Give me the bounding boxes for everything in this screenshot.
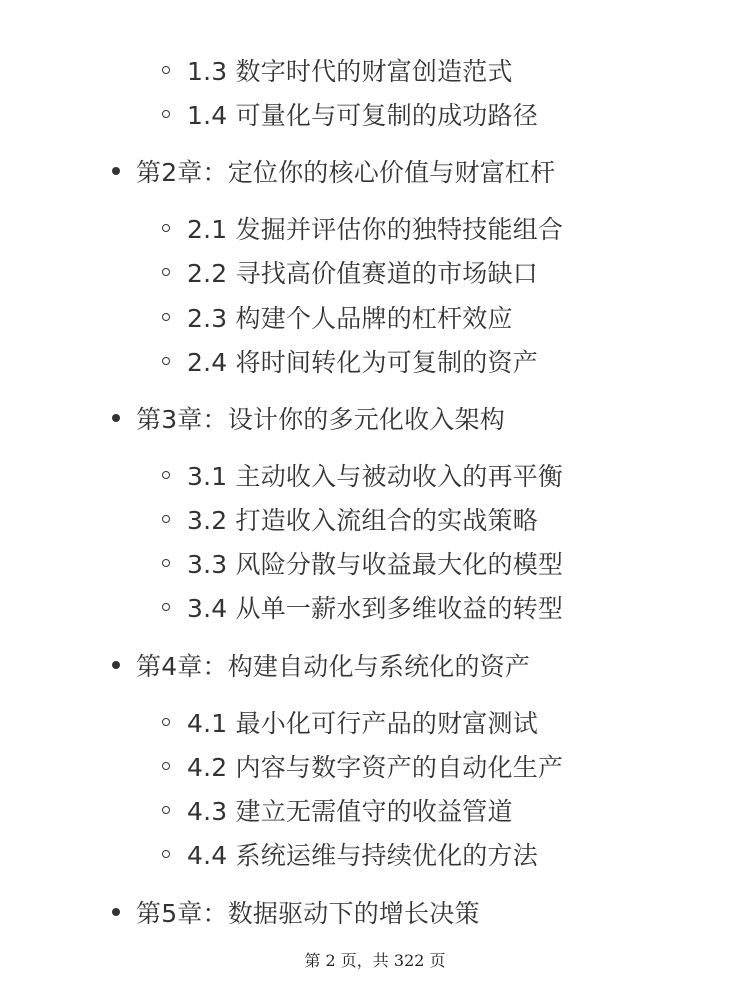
toc-section-title: 4.3 建立无需值守的收益管道 (187, 797, 513, 826)
toc-section-title: 1.4 可量化与可复制的成功路径 (187, 101, 538, 130)
toc-chapter-row (112, 151, 555, 191)
toc-section-row (162, 297, 513, 337)
toc-chapter-row (112, 398, 505, 438)
toc-chapter-row (112, 892, 480, 932)
toc-section-row (162, 94, 538, 134)
toc-section-row (162, 50, 513, 90)
circle-bullet-icon (162, 850, 170, 858)
toc-section-title: 4.2 内容与数字资产的自动化生产 (187, 753, 564, 782)
toc-section-title: 1.3 数字时代的财富创造范式 (187, 57, 513, 86)
circle-bullet-icon (162, 357, 170, 365)
toc-section-row (162, 208, 563, 248)
toc-section-title: 4.1 最小化可行产品的财富测试 (187, 709, 538, 738)
circle-bullet-icon (162, 515, 170, 523)
toc-section-title: 2.3 构建个人品牌的杠杆效应 (187, 304, 513, 333)
circle-bullet-icon (162, 66, 170, 74)
circle-bullet-icon (162, 313, 170, 321)
circle-bullet-icon (162, 762, 170, 770)
disc-bullet-icon (112, 908, 120, 916)
toc-section-title: 4.4 系统运维与持续优化的方法 (187, 841, 538, 870)
toc-section-title: 3.1 主动收入与被动收入的再平衡 (187, 462, 564, 491)
toc-section-title: 3.4 从单一薪水到多维收益的转型 (187, 594, 564, 623)
circle-bullet-icon (162, 559, 170, 567)
toc-section-row (162, 252, 538, 292)
toc-chapter-title: 第5章：数据驱动下的增长决策 (136, 899, 480, 928)
circle-bullet-icon (162, 471, 170, 479)
circle-bullet-icon (162, 806, 170, 814)
toc-section-row (162, 543, 563, 583)
toc-section-row (162, 455, 563, 495)
circle-bullet-icon (162, 268, 170, 276)
toc-chapter-title: 第4章：构建自动化与系统化的资产 (136, 652, 531, 681)
toc-section-row (162, 834, 538, 874)
toc-chapter-row (112, 645, 530, 685)
toc-section-row (162, 341, 538, 381)
circle-bullet-icon (162, 603, 170, 611)
page-number-footer: 第 2 页，共 322 页 (304, 951, 446, 970)
circle-bullet-icon (162, 110, 170, 118)
circle-bullet-icon (162, 718, 170, 726)
toc-chapter-title: 第2章：定位你的核心价值与财富杠杆 (136, 158, 556, 187)
disc-bullet-icon (112, 414, 120, 422)
toc-section-title: 3.3 风险分散与收益最大化的模型 (187, 550, 564, 579)
circle-bullet-icon (162, 224, 170, 232)
toc-section-title: 2.2 寻找高价值赛道的市场缺口 (187, 259, 538, 288)
toc-section-row (162, 587, 563, 627)
toc-section-title: 3.2 打造收入流组合的实战策略 (187, 506, 538, 535)
toc-section-row (162, 499, 538, 539)
toc-section-title: 2.1 发掘并评估你的独特技能组合 (187, 215, 564, 244)
toc-section-row (162, 746, 563, 786)
disc-bullet-icon (112, 167, 120, 175)
toc-section-row (162, 790, 513, 830)
toc-section-row (162, 702, 538, 742)
disc-bullet-icon (112, 661, 120, 669)
toc-section-title: 2.4 将时间转化为可复制的资产 (187, 348, 538, 377)
toc-chapter-title: 第3章：设计你的多元化收入架构 (136, 405, 505, 434)
